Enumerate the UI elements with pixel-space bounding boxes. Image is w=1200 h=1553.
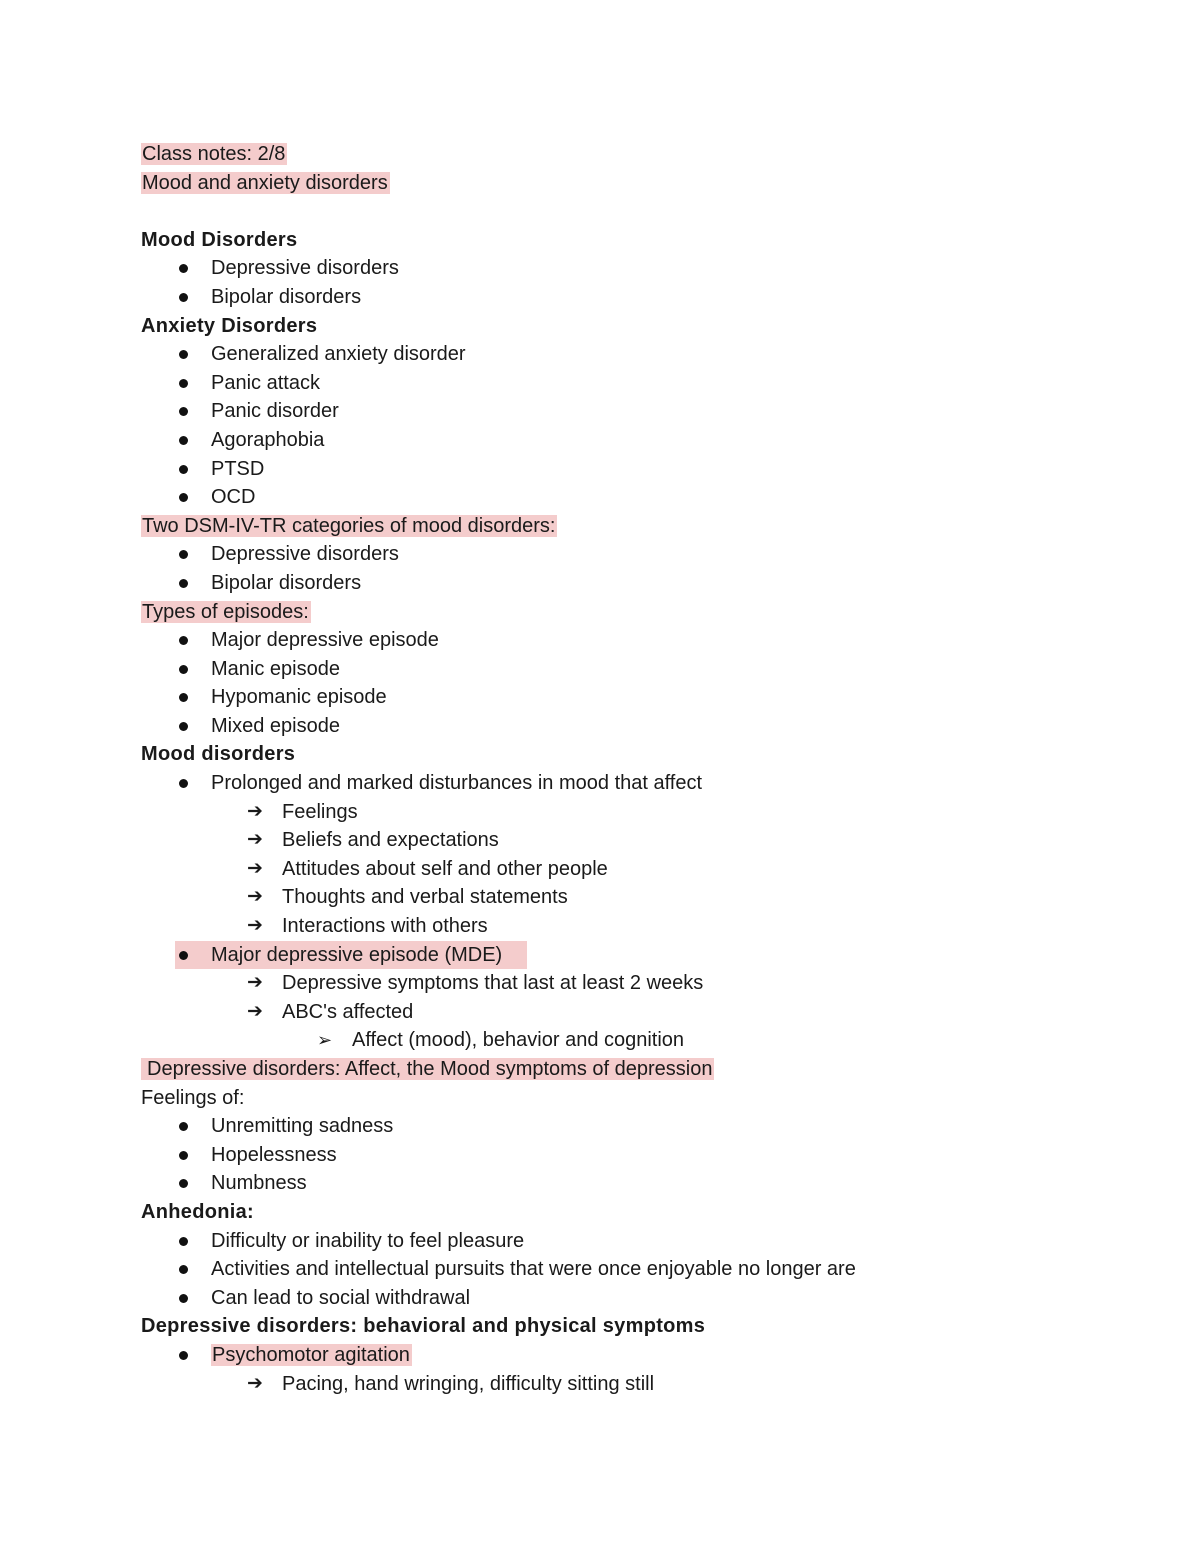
list-item: Hypomanic episode bbox=[141, 683, 1141, 712]
bullet-icon bbox=[179, 264, 188, 273]
bullet-icon bbox=[179, 407, 188, 416]
mood-disorders-heading: Mood Disorders bbox=[141, 228, 298, 251]
bullet-icon bbox=[179, 379, 188, 388]
bullet-icon bbox=[179, 1351, 188, 1360]
affect-heading-line bbox=[141, 1055, 1141, 1084]
episodes-heading: Types of episodes: bbox=[142, 600, 309, 623]
list-item: Depressive disorders bbox=[141, 540, 1141, 569]
list-item: Manic episode bbox=[141, 655, 1141, 684]
list-item: Panic attack bbox=[141, 369, 1141, 398]
list-item: Activities and intellectual pursuits that were once enjoyable no longer are bbox=[141, 1255, 1141, 1284]
sub-sub-list-item: ➢ Affect (mood), behavior and cognition bbox=[141, 1026, 1141, 1055]
arrow-icon: ➔ bbox=[247, 1372, 263, 1394]
list-item: Bipolar disorders bbox=[141, 283, 1141, 312]
anhedonia-heading: Anhedonia: bbox=[141, 1200, 254, 1223]
list-item: Difficulty or inability to feel pleasure bbox=[141, 1227, 1141, 1256]
bullet-icon bbox=[179, 1122, 188, 1131]
list-item: Agoraphobia bbox=[141, 426, 1141, 455]
bullet-icon bbox=[179, 951, 188, 960]
arrow-icon: ➔ bbox=[247, 857, 263, 879]
bullet-icon bbox=[179, 350, 188, 359]
feelings-intro: Feelings of: bbox=[141, 1086, 245, 1109]
bullet-icon bbox=[179, 1294, 188, 1303]
list-item: Panic disorder bbox=[141, 397, 1141, 426]
bullet-icon bbox=[179, 693, 188, 702]
bullet-icon bbox=[179, 293, 188, 302]
list-item: Major depressive episode bbox=[141, 626, 1141, 655]
arrow-icon: ➔ bbox=[247, 886, 263, 908]
list-item: PTSD bbox=[141, 455, 1141, 484]
episodes-heading-line bbox=[141, 598, 1141, 627]
list-item: Generalized anxiety disorder bbox=[141, 340, 1141, 369]
sub-list-item: ➔ Pacing, hand wringing, difficulty sitting still bbox=[141, 1370, 1141, 1399]
list-item: Can lead to social withdrawal bbox=[141, 1284, 1141, 1313]
anxiety-disorders-heading: Anxiety Disorders bbox=[141, 314, 318, 337]
sub-list-item: ➔ Feelings bbox=[141, 798, 1141, 827]
sub-list-item: ➔ Depressive symptoms that last at least 2 weeks bbox=[141, 969, 1141, 998]
list-item: OCD bbox=[141, 483, 1141, 512]
arrow-icon: ➔ bbox=[247, 800, 263, 822]
mood-disorders-detail-heading: Mood disorders bbox=[141, 743, 296, 766]
sub-list-item: ➔ Interactions with others bbox=[141, 912, 1141, 941]
dsm-categories-heading: Two DSM-IV-TR categories of mood disorders: bbox=[142, 514, 556, 537]
arrow-icon: ➔ bbox=[247, 1000, 263, 1022]
bullet-icon bbox=[179, 493, 188, 502]
bullet-icon bbox=[179, 636, 188, 645]
notes-topic-line bbox=[141, 169, 1141, 198]
blank-line bbox=[141, 197, 1141, 226]
list-item-highlighted: Major depressive episode (MDE) bbox=[141, 941, 1141, 970]
notes-title-line bbox=[141, 140, 1141, 169]
notes-topic: Mood and anxiety disorders bbox=[142, 171, 388, 194]
sub-list-item: ➔ ABC's affected bbox=[141, 998, 1141, 1027]
list-item: Mixed episode bbox=[141, 712, 1141, 741]
sub-list-item: ➔ Beliefs and expectations bbox=[141, 826, 1141, 855]
list-item: Numbness bbox=[141, 1169, 1141, 1198]
bullet-icon bbox=[179, 1179, 188, 1188]
notes-title: Class notes: 2/8 bbox=[142, 143, 286, 165]
bullet-icon bbox=[179, 1237, 188, 1246]
list-item: Bipolar disorders bbox=[141, 569, 1141, 598]
bullet-icon bbox=[179, 1265, 188, 1274]
dsm-categories-heading-line bbox=[141, 512, 1141, 541]
arrow-icon: ➔ bbox=[247, 829, 263, 851]
sub-list-item: ➔ Thoughts and verbal statements bbox=[141, 883, 1141, 912]
bullet-icon bbox=[179, 722, 188, 731]
bullet-icon bbox=[179, 436, 188, 445]
sub-arrow-icon: ➢ bbox=[317, 1030, 333, 1051]
list-item: Depressive disorders bbox=[141, 254, 1141, 283]
behavioral-heading: Depressive disorders: behavioral and physical symptoms bbox=[141, 1315, 706, 1338]
bullet-icon bbox=[179, 550, 188, 559]
bullet-icon bbox=[179, 779, 188, 788]
bullet-icon bbox=[179, 579, 188, 588]
document-page bbox=[141, 140, 1141, 1398]
bullet-icon bbox=[179, 1151, 188, 1160]
arrow-icon: ➔ bbox=[247, 972, 263, 994]
arrow-icon: ➔ bbox=[247, 915, 263, 937]
bullet-icon bbox=[179, 665, 188, 674]
bullet-icon bbox=[179, 465, 188, 474]
affect-heading: Depressive disorders: Affect, the Mood symptoms of depression bbox=[141, 1058, 714, 1080]
list-item: Hopelessness bbox=[141, 1141, 1141, 1170]
sub-list-item: ➔ Attitudes about self and other people bbox=[141, 855, 1141, 884]
list-item: Prolonged and marked disturbances in mood that affect bbox=[141, 769, 1141, 798]
list-item: Psychomotor agitation bbox=[141, 1341, 1141, 1370]
list-item: Unremitting sadness bbox=[141, 1112, 1141, 1141]
